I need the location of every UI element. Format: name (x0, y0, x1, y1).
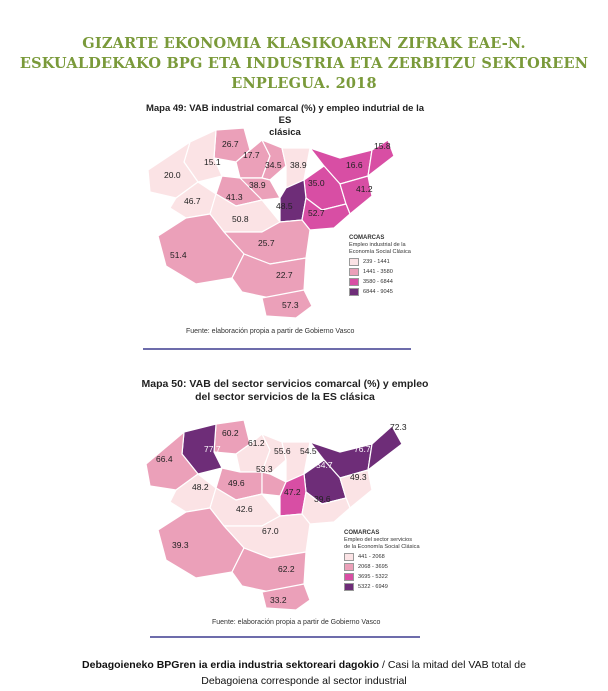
map49-value: 38.9 (249, 180, 266, 190)
legend-subtitle (349, 242, 429, 256)
legend-swatch (344, 563, 354, 571)
legend-subtitle-line-1: Empleo industrial de la (349, 242, 406, 248)
map-49-legend (349, 235, 429, 296)
map50-value: 39.6 (314, 494, 331, 504)
map50-value: 61.2 (248, 438, 265, 448)
legend-swatch (349, 258, 359, 266)
caption (20, 657, 588, 689)
legend-swatch (349, 288, 359, 296)
legend-swatch (344, 583, 354, 591)
map49-value: 16.6 (346, 160, 363, 170)
map49-value: 57.3 (282, 300, 299, 310)
legend-subtitle (344, 537, 434, 551)
map49-value: 41.2 (356, 184, 373, 194)
legend-label: 3580 - 6844 (363, 278, 393, 285)
map-50-source: Fuente: elaboración propia a partir de Gobierno Vasco (212, 619, 381, 626)
caption-basque: Debagoieneko BPGren ia erdia industria sektoreari dagokio (82, 659, 380, 671)
map50-value: 54.7 (316, 460, 333, 470)
map-50-title-line-2: del sector servicios de la ES clásica (195, 391, 375, 403)
map50-value: 54.5 (300, 446, 317, 456)
legend-subtitle-line-1: Empleo del sector servicios (344, 537, 413, 543)
map49-value: 34.5 (265, 160, 282, 170)
legend-item (344, 553, 434, 561)
legend-label: 6844 - 9045 (363, 288, 393, 295)
map49-value: 50.8 (232, 214, 249, 224)
map50-value: 47.2 (284, 487, 301, 497)
map50-value: 76.7 (354, 444, 371, 454)
map-49-source: Fuente: elaboración propia a partir de Gobierno Vasco (186, 328, 355, 335)
map49-value: 48.5 (276, 201, 293, 211)
map50-value: 48.2 (192, 482, 209, 492)
legend-label: 3695 - 5322 (358, 573, 388, 580)
legend-label: 5322 - 6949 (358, 583, 388, 590)
caption-spanish-1: Casi la mitad del VAB total de (387, 659, 526, 671)
legend-swatch (344, 573, 354, 581)
map49-value: 22.7 (276, 270, 293, 280)
map49-value: 15.1 (204, 157, 221, 167)
legend-subtitle-line-2: de la Economía Social Clásica (344, 544, 420, 550)
map-49-title-line-2: clásica (269, 127, 301, 138)
map49-value: 38.9 (290, 160, 307, 170)
map49-value: 17.7 (243, 150, 260, 160)
map49-value: 51.4 (170, 250, 187, 260)
legend-item (349, 288, 429, 296)
divider-rule (150, 636, 420, 638)
legend-item (344, 583, 434, 591)
map49-value: 52.7 (308, 208, 325, 218)
map-50-title (120, 378, 450, 404)
map-50-legend (344, 530, 434, 591)
map-49-title-line-1: Mapa 49: VAB industrial comarcal (%) y empleo indutrial de la ES (145, 103, 425, 126)
map49-value: 41.3 (226, 192, 243, 202)
map50-value: 60.2 (222, 428, 239, 438)
map-50-title-line-1: Mapa 50: VAB del sector servicios comarcal (%) y empleo (141, 378, 429, 390)
map50-value: 49.6 (228, 478, 245, 488)
map50-value: 55.6 (274, 446, 291, 456)
map50-value: 42.6 (236, 504, 253, 514)
legend-swatch (349, 278, 359, 286)
title-line-3: ENPLEGUA. 2018 (231, 75, 377, 92)
caption-spanish-2: Debagoiena corresponde al sector industrial (201, 675, 407, 687)
legend-item (349, 268, 429, 276)
legend-swatch (344, 553, 354, 561)
divider-rule (143, 348, 411, 350)
map50-region-g (368, 426, 402, 470)
legend-item (349, 258, 429, 266)
map50-value: 33.2 (270, 595, 287, 605)
map49-value: 26.7 (222, 139, 239, 149)
legend-label: 1441 - 3580 (363, 268, 393, 275)
map49-value: 46.7 (184, 196, 201, 206)
legend-swatch (349, 268, 359, 276)
map49-value: 25.7 (258, 238, 275, 248)
legend-label: 441 - 2068 (358, 553, 385, 560)
map49-value: 35.0 (308, 178, 325, 188)
map50-value: 39.3 (172, 540, 189, 550)
map50-value: 53.3 (256, 464, 273, 474)
legend-title: COMARCAS (349, 235, 385, 241)
caption-line-1 (20, 657, 588, 673)
legend-item (344, 573, 434, 581)
legend-label: 2068 - 3695 (358, 563, 388, 570)
legend-item (349, 278, 429, 286)
legend-label: 239 - 1441 (363, 258, 390, 265)
map50-value: 77.7 (204, 444, 221, 454)
map49-value: 20.0 (164, 170, 181, 180)
title-line-2: ESKUALDEKAKO BPG ETA INDUSTRIA ETA ZERBITZU SEKTOREEN (19, 55, 589, 72)
map50-value: 67.0 (262, 526, 279, 536)
legend-title: COMARCAS (344, 530, 380, 536)
map50-value: 62.2 (278, 564, 295, 574)
caption-separator: / (379, 659, 388, 671)
legend-item (344, 563, 434, 571)
map50-value: 49.3 (350, 472, 367, 482)
legend-subtitle-line-2: Economía Social Clásica (349, 249, 411, 255)
map50-value: 66.4 (156, 454, 173, 464)
map50-value: 72.3 (390, 422, 407, 432)
title-line-1: GIZARTE EKONOMIA KLASIKOAREN ZIFRAK EAE-N. (82, 35, 526, 52)
map49-value: 15.8 (374, 141, 391, 151)
